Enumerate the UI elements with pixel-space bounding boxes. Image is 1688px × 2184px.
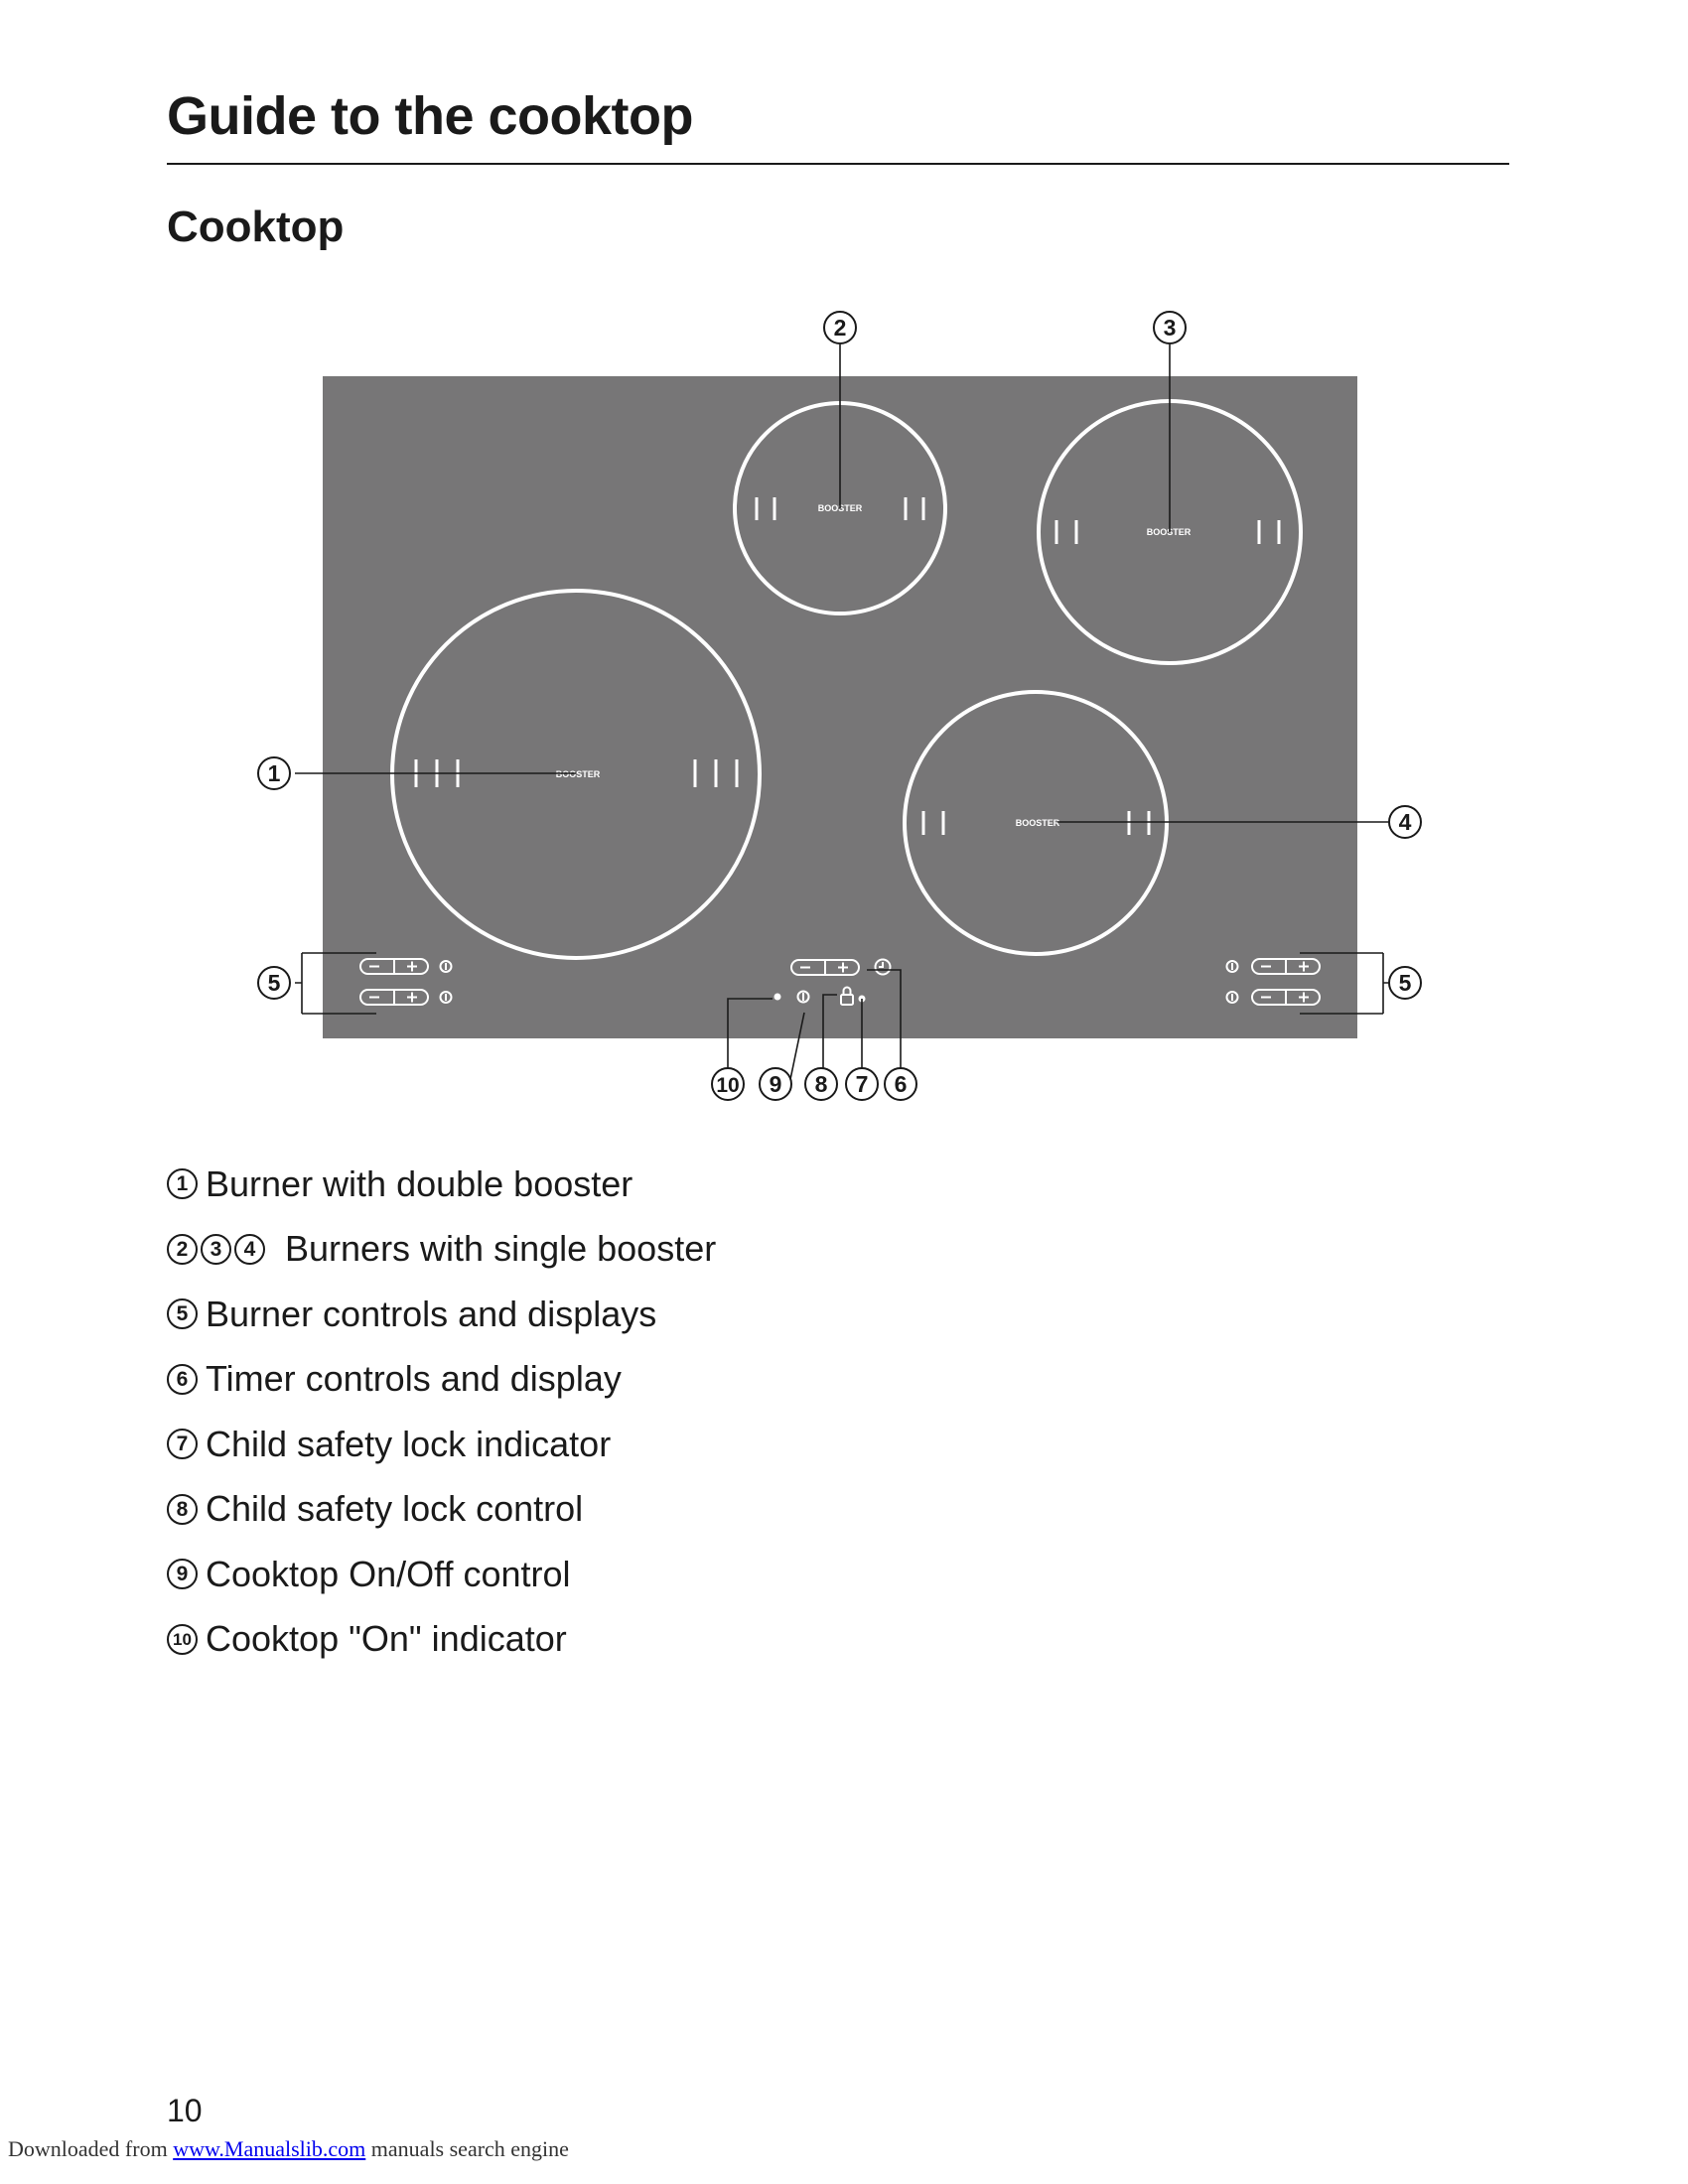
callout-6 <box>885 1068 916 1100</box>
legend-item <box>167 1282 716 1347</box>
manualslib-link[interactable]: www.Manualslib.com <box>173 2136 366 2161</box>
legend-numbers <box>167 1624 198 1655</box>
legend-number-badge: 3 <box>201 1234 231 1265</box>
footer-suffix: manuals search engine <box>370 2136 569 2161</box>
burner-3-booster-label: BOOSTER <box>1146 527 1192 537</box>
section-title: Cooktop <box>167 203 345 251</box>
legend-list <box>167 1152 716 1672</box>
legend-number-badge: 6 <box>167 1364 198 1395</box>
legend-number-badge: 10 <box>167 1624 198 1655</box>
callout-1 <box>258 757 290 789</box>
svg-text:1: 1 <box>267 760 281 786</box>
callout-8 <box>805 1068 837 1100</box>
svg-text:8: 8 <box>814 1071 828 1097</box>
burner-2-booster-label: BOOSTER <box>817 503 863 513</box>
svg-text:10: 10 <box>716 1074 740 1097</box>
svg-text:6: 6 <box>894 1071 908 1097</box>
callout-5 <box>258 967 290 999</box>
burner-1-booster-label: BOOSTER <box>555 769 601 779</box>
callout-7 <box>846 1068 878 1100</box>
legend-number-badge: 9 <box>167 1559 198 1589</box>
legend-text: Burners with single booster <box>285 1228 717 1270</box>
legend-text: Child safety lock control <box>206 1488 584 1530</box>
legend-text: Timer controls and display <box>206 1358 622 1400</box>
svg-text:4: 4 <box>1398 809 1412 835</box>
legend-item <box>167 1152 716 1217</box>
legend-text: Cooktop "On" indicator <box>206 1618 567 1660</box>
legend-item <box>167 1477 716 1543</box>
legend-number-badge: 7 <box>167 1429 198 1459</box>
legend-item <box>167 1542 716 1607</box>
svg-text:9: 9 <box>769 1071 782 1097</box>
legend-numbers <box>167 1429 198 1459</box>
legend-item <box>167 1607 716 1673</box>
callout-9 <box>760 1068 791 1100</box>
svg-text:5: 5 <box>267 970 281 996</box>
legend-item <box>167 1412 716 1477</box>
callout-2 <box>824 312 856 343</box>
callout-4 <box>1389 806 1421 838</box>
legend-number-badge: 1 <box>167 1168 198 1199</box>
legend-number-badge: 8 <box>167 1494 198 1525</box>
page-number: 10 <box>167 2093 203 2128</box>
download-footer <box>8 2136 569 2162</box>
page-title: Guide to the cooktop <box>167 86 693 146</box>
callout-3 <box>1154 312 1186 343</box>
legend-numbers <box>167 1494 198 1525</box>
callout-5 <box>1389 967 1421 999</box>
svg-text:3: 3 <box>1163 315 1177 341</box>
legend-numbers <box>167 1559 198 1589</box>
legend-item <box>167 1347 716 1413</box>
legend-numbers <box>167 1298 198 1329</box>
cooktop-diagram <box>0 288 1688 1112</box>
legend-text: Cooktop On/Off control <box>206 1553 571 1594</box>
svg-text:7: 7 <box>855 1071 869 1097</box>
on-indicator-dot <box>775 995 780 1000</box>
legend-numbers <box>167 1364 198 1395</box>
legend-text: Burner controls and displays <box>206 1293 657 1334</box>
legend-number-badge: 5 <box>167 1298 198 1329</box>
legend-item <box>167 1217 716 1283</box>
legend-numbers <box>167 1168 198 1199</box>
footer-prefix: Downloaded from <box>8 2136 168 2161</box>
legend-number-badge: 2 <box>167 1234 198 1265</box>
legend-text: Child safety lock indicator <box>206 1423 612 1464</box>
svg-text:5: 5 <box>1398 970 1412 996</box>
burner-4-booster-label: BOOSTER <box>1015 818 1060 828</box>
callout-10 <box>712 1068 744 1100</box>
svg-text:2: 2 <box>833 315 847 341</box>
title-divider <box>167 163 1509 165</box>
legend-text: Burner with double booster <box>206 1162 633 1204</box>
legend-numbers <box>167 1234 265 1265</box>
legend-number-badge: 4 <box>234 1234 265 1265</box>
